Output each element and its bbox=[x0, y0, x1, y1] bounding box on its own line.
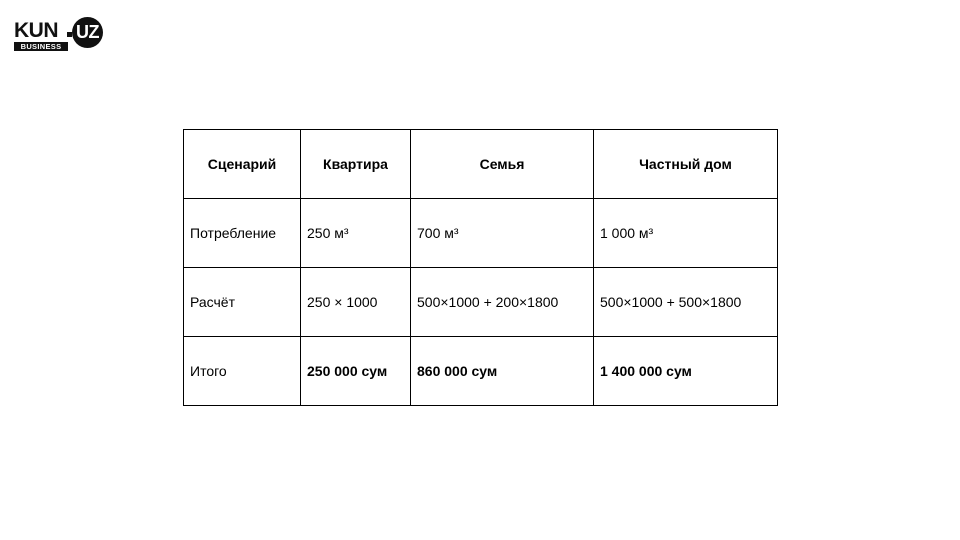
table-row-calculation bbox=[184, 268, 778, 337]
logo-uz-text: UZ bbox=[76, 22, 99, 42]
kun-uz-business-logo[interactable] bbox=[14, 17, 106, 51]
logo-business-text: BUSINESS bbox=[14, 42, 68, 51]
header-apartment: Квартира bbox=[301, 130, 411, 199]
header-scenario: Сценарий bbox=[184, 130, 301, 199]
cell-total-family: 860 000 сум bbox=[411, 337, 594, 406]
cell-consumption-house: 1 000 м³ bbox=[594, 199, 778, 268]
cell-calculation-apartment: 250 × 1000 bbox=[301, 268, 411, 337]
cell-consumption-apartment: 250 м³ bbox=[301, 199, 411, 268]
cell-total-apartment: 250 000 сум bbox=[301, 337, 411, 406]
logo-circle bbox=[72, 17, 103, 48]
cell-calculation-family: 500×1000 + 200×1800 bbox=[411, 268, 594, 337]
header-private-house: Частный дом bbox=[594, 130, 778, 199]
cell-calculation-house: 500×1000 + 500×1800 bbox=[594, 268, 778, 337]
table-header-row bbox=[184, 130, 778, 199]
cell-consumption-family: 700 м³ bbox=[411, 199, 594, 268]
row-label-calculation: Расчёт bbox=[184, 268, 301, 337]
cell-total-house: 1 400 000 сум bbox=[594, 337, 778, 406]
table-row-total bbox=[184, 337, 778, 406]
header-family: Семья bbox=[411, 130, 594, 199]
logo-kun-text: KUN bbox=[14, 19, 58, 42]
row-label-consumption: Потребление bbox=[184, 199, 301, 268]
row-label-total: Итого bbox=[184, 337, 301, 406]
table-row-consumption bbox=[184, 199, 778, 268]
pricing-table bbox=[183, 129, 778, 406]
